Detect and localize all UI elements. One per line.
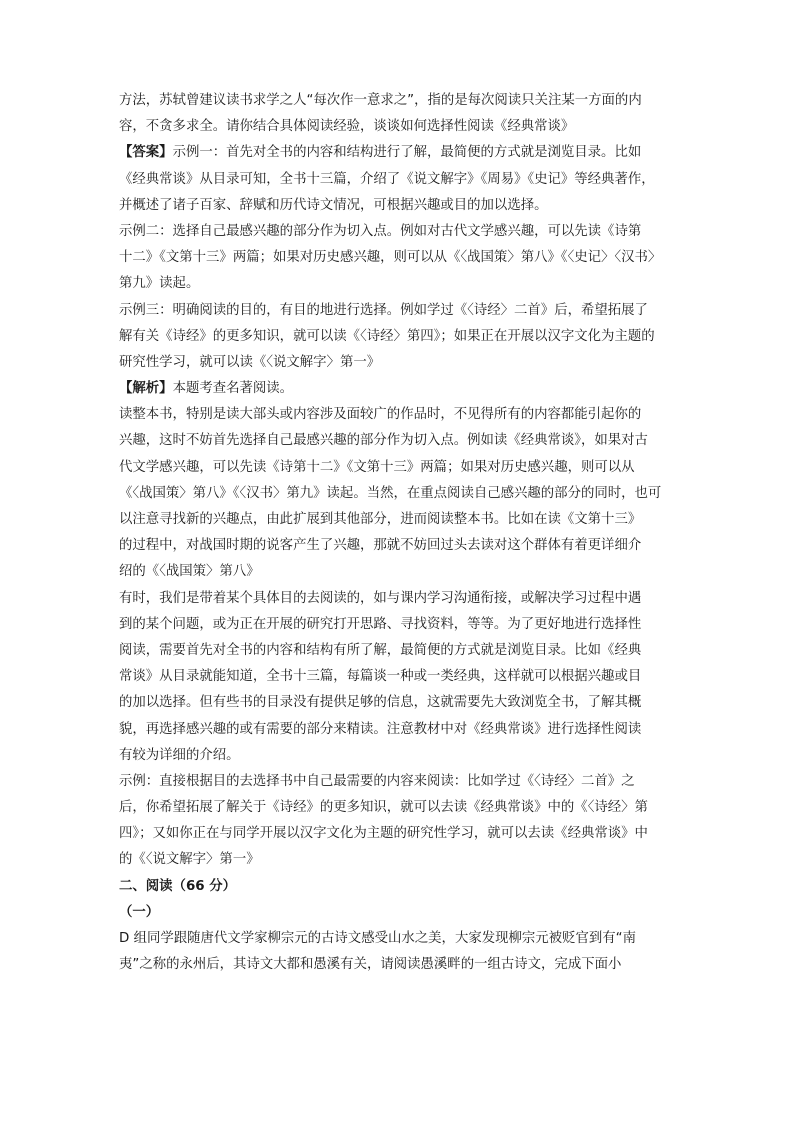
subsection-heading: （一） xyxy=(119,904,160,920)
text-line: 绍的《〈战国策〉第八》 xyxy=(119,564,260,580)
document-body xyxy=(119,88,679,978)
text-line: 容，不贪多求全。请你结合具体阅读经验，谈谈如何选择性阅读《经典常谈》 xyxy=(119,119,575,135)
label-tag: 【解析】 xyxy=(119,381,173,397)
text-line: 示例二：选择自己最感兴趣的部分作为切入点。例如对古代文学感兴趣，可以先读《诗第 xyxy=(119,223,642,239)
text-line: 后，你希望拓展了解关于《诗经》的更多知识，就可以去读《经典常谈》中的《〈诗经〉第 xyxy=(119,800,648,816)
text-line: 四》；又如你正在与同学开展以汉字文化为主题的研究性学习，就可以去读《经典常谈》中 xyxy=(119,826,648,842)
text-line: 《经典常谈》从目录可知，全书十三篇，介绍了《说文解字》《周易》《史记》等经典著作， xyxy=(119,171,655,187)
text-line: 到的某个问题，或为正在开展的研究打开思路、寻找资料，等等。为了更好地进行选择性 xyxy=(119,616,642,632)
text-line: 貌，再选择感兴趣的或有需要的部分来精读。注意教材中对《经典常谈》进行选择性阅读 xyxy=(119,721,642,737)
text-line: 方法，苏轼曾建议读书求学之人“每次作一意求之”，指的是每次阅读只关注某一方面的内 xyxy=(119,93,642,108)
text-line: 夷”之称的永州后，其诗文大都和愚溪有关，请阅读愚溪畔的一组古诗文，完成下面小 xyxy=(119,957,622,973)
text-line: 兴趣，这时不妨首先选择自己最感兴趣的部分作为切入点。例如读《经典常谈》，如果对古 xyxy=(119,433,648,449)
text-line: 示例：直接根据目的去选择书中自己最需要的内容来阅读：比如学过《〈诗经〉二首》之 xyxy=(119,773,635,789)
text-line: 有时，我们是带着某个具体目的去阅读的，如与课内学习沟通衔接，或解决学习过程中遇 xyxy=(119,590,642,606)
answer-line: 【答案】示例一：首先对全书的内容和结构进行了解，最简便的方式就是浏览目录。比如 xyxy=(119,145,642,161)
text-line: 的过程中，对战国时期的说客产生了兴趣，那就不妨回过头去读对这个群体有着更详细介 xyxy=(119,538,642,554)
analysis-line: 【解析】本题考查名著阅读。 xyxy=(119,381,294,397)
text-line: 读整本书，特别是读大部头或内容涉及面较广的作品时，不见得所有的内容都能引起你的 xyxy=(119,407,642,423)
section-heading: 二、阅读（66 分） xyxy=(119,878,237,894)
text-line: 代文学感兴趣，可以先读《诗第十二》《文第十三》两篇；如果对历史感兴趣，则可以从 xyxy=(119,459,635,475)
text-line: 阅读，需要首先对全书的内容和结构有所了解，最简便的方式就是浏览目录。比如《经典 xyxy=(119,642,642,658)
text-line: 《〈战国策〉第八》《〈汉书〉第九》读起。当然，在重点阅读自己感兴趣的部分的同时，也可 xyxy=(119,485,662,501)
label-tag: 【答案】 xyxy=(119,145,173,161)
text-line: D 组同学跟随唐代文学家柳宗元的古诗文感受山水之美，大家发现柳宗元被贬官到有“南 xyxy=(119,931,636,946)
text-line: 有较为详细的介绍。 xyxy=(119,747,240,763)
text-line: 的加以选择。但有些书的目录没有提供足够的信息，这就需要先大致浏览全书，了解其概 xyxy=(119,695,642,711)
text-line: 第九》读起。 xyxy=(119,276,200,292)
text-line: 并概述了诸子百家、辞赋和历代诗文情况，可根据兴趣或目的加以选择。 xyxy=(119,197,548,213)
text-line: 十二》《文第十三》两篇；如果对历史感兴趣，则可以从《〈战国策〉第八》《〈史记〉〈汉书〉 xyxy=(119,250,662,266)
text-line: 常谈》从目录就能知道，全书十三篇，每篇谈一种或一类经典，这样就可以根据兴趣或目 xyxy=(119,669,642,685)
text-line: 的《〈说文解字〉第一》 xyxy=(119,852,260,868)
text-line: 解有关《诗经》的更多知识，就可以读《〈诗经〉第四》；如果正在开展以汉字文化为主题的 xyxy=(119,328,655,344)
text-line: 以注意寻找新的兴趣点，由此扩展到其他部分，进而阅读整本书。比如在读《文第十三》 xyxy=(119,512,642,527)
text-line: 研究性学习，就可以读《〈说文解字〉第一》 xyxy=(119,354,381,370)
text-line: 示例三：明确阅读的目的，有目的地进行选择。例如学过《〈诗经〉二首》后，希望拓展了 xyxy=(119,302,648,318)
